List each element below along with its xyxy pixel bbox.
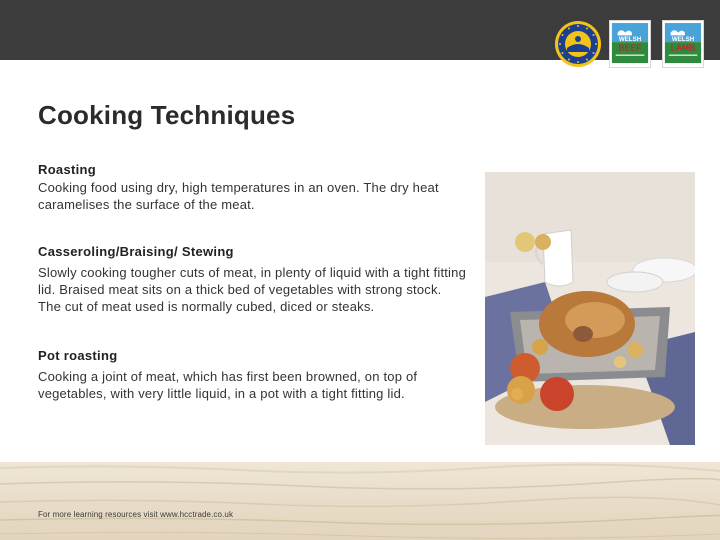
slide-title: Cooking Techniques xyxy=(38,100,296,130)
footer-band xyxy=(0,462,720,540)
section-pot-roasting xyxy=(38,348,468,402)
pgi-seal-icon xyxy=(554,20,602,68)
section-roasting xyxy=(38,162,468,213)
welsh-lamb-line1: WELSH xyxy=(671,36,695,44)
section-text-pot-roasting: Cooking a joint of meat, which has first been browned, on top of vegetables, with very little liquid, in a pot with a tight fitting lid. xyxy=(38,369,418,401)
section-heading-roasting: Roasting xyxy=(38,162,97,177)
section-text-casseroling: Slowly cooking tougher cuts of meat, in plenty of liquid with a tight fitting lid. Braised meat sits on a thick bed of vegetables with strong stock. The cut of meat used is normally cubed, diced or steaks. xyxy=(38,265,467,314)
welsh-lamb-line2: LAMB xyxy=(670,42,696,53)
footer-website-text: For more learning resources visit www.hcctrade.co.uk xyxy=(38,510,234,519)
welsh-beef-logo xyxy=(609,20,651,68)
roast-meat-photo xyxy=(485,172,695,445)
welsh-lamb-logo xyxy=(662,20,704,68)
section-heading-casseroling: Casseroling/Braising/ Stewing xyxy=(38,244,234,259)
welsh-beef-line1: WELSH xyxy=(618,36,642,44)
section-casseroling xyxy=(38,244,468,315)
section-text-roasting: Cooking food using dry, high temperatures in an oven. The dry heat caramelises the surface of the meat. xyxy=(38,180,439,212)
welsh-beef-line2: BEEF xyxy=(618,42,642,53)
section-heading-pot-roasting: Pot roasting xyxy=(38,348,118,363)
